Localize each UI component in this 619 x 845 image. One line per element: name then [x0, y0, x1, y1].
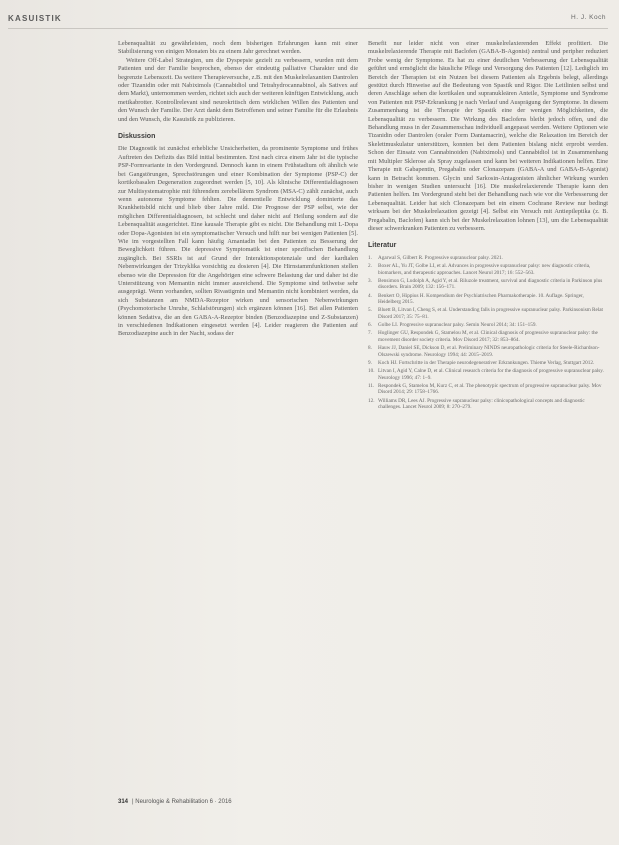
reference-number: 7.: [368, 330, 372, 337]
paragraph: Weitere Off-Label Strategien, um die Dyspepsie gezielt zu verbessern, wurden mit dem Patienten und der Familie besprochen, ebenso der eindeutig palliative Charakter und die begrenzte Lebenszeit. Da weitere Therapieversuche, z.B. mit den Muskelrelaxantien Dantrolen oder Tizanidin oder mit Nabiximols (Cannabidiol und Tetrahydrocannabinol, als Sativex auf dem Markt), unternommen werden, richtet sich auch der weiteren künftigen Entwicklung, auch metikabrotter. Kontrollrelevant sind neurokritisch dem wirklichen Willen des Patienten und den Wunsch der Familie. Der Arzt dankt dem Betroffenen und seiner Familie für die Erlaubnis und den Wunsch, die Kasuistik zu publizieren.: [118, 56, 358, 123]
reference-item: [368, 345, 608, 358]
reference-text: Williams DR, Lees AJ. Progressive supranuclear palsy: clinicopathological concepts and diagnostic challenges. Lancet Neurol 2009; 8: 270–279.: [378, 397, 585, 411]
reference-number: 10.: [368, 368, 375, 374]
reference-text: Hauw JJ, Daniel SE, Dickson D, et al. Preliminary NINDS neuropathologic criteria for Steele-Richardson-Olszewski syndrome. Neurology 1994; 44: 2015–2019.: [378, 345, 600, 358]
reference-text: Golbe LI. Progressive supranuclear palsy. Semin Neurol 2014; 34: 151–159.: [378, 322, 537, 329]
reference-text: Litvan I, Agid Y, Calne D, et al. Clinical research criteria for the diagnosis of progressive supranuclear palsy. Neurology 1996; 47: 1–9.: [378, 368, 604, 381]
reference-item: [368, 330, 608, 343]
reference-text: Boxer AL, Yu JT, Golbe LI, et al. Advances in progressive supranuclear palsy: new diagnostic criteria, biomarkers, and therapeutic approaches. Lancet Neurol 2017; 16: 552–563.: [378, 262, 591, 276]
reference-number: 8.: [368, 345, 372, 352]
paragraph: Die Diagnostik ist zunächst erhebliche Unsicherheiten, da prominente Symptome und frühes Auftreten des Defizits das Bild initial bestimmten. Erst nach circa einem Jahr ist die typische PSP-Formvariante in den Vordergrund. Dennoch kann in einem Frühstadium oft ähnlich wie bei Gangstörungen, Sprechstörungen und einer Kombination der Symptome (PSP-C) der kortikobasalen Degeneration zugeordnet werden [5, 10]. Als klinische Differentialdiagnosen zur Multisystematrophie mit führendem zerebellärem Syndrom (MSA-C) zählt zunächst, auch wenn autonome Symptome fehlten. Die dementielle Entwicklung dominierte das Krankheitsbild nicht und blieb über Jahre mild. Die Prognose der PSP selbst, wie der möglichen Differentialdiagnosen, ist schlecht und daher nicht auf Heilung sondern auf die Lebensqualität ausgerichtet. Eine kausale Therapie gibt es nicht. Die Behandlung mit L-Dopa oder Dopa-Agonisten ist ein symptomatischer Versuch und hilft nur bei wenigen Patienten [5]. Wie im vorgestellten Fall kann häufig Amantadin bei den Patienten zu Besserung der Beweglichkeit führen. Die depressive Symptomatik ist einer spezifischen Behandlung zugänglich. Bei SSRIs ist auf Grund der Interaktionspotenziale und der kardialen Nebenwirkungen der Trizyklika vorsichtig zu dosieren [4]. Die Hirnstammfunktionen stellen ebenso wie die Depression für die Angehörigen eine schwere Belastung dar und daher ist die Unterstützung von Memantin nicht immer ausreichend. Die Symptome sind teilweise sehr ausgeprägt. Wenn vorhanden, sollten Rivastigmin und Memantin nicht kombiniert werden, da sich Substanzen am NMDA-Rezeptor wirken und sensorischen Nebenwirkungen (Psychomotorische Unruhe, Schlafstörungen) sich ergänzen können [16]. Bei allen Patienten können Sedativa, die an den GABA-A-Rezeptor binden (Benzodiazepine und Z-Substanzen) in verschiedenen Indikationen eingesetzt werden [4]. Leider reagieren die Patienten auf Benzodiazepine auch in der Nacht, sodass der: [118, 145, 358, 338]
reference-item: [368, 360, 608, 367]
reference-text: Agarwal S, Gilbert R. Progressive supranuclear palsy. 2021.: [378, 254, 503, 261]
paragraph: Benefit nur leider nicht von einer muskelrelaxierenden Effekt profitiert. Die muskelrelaxierende Therapie mit Baclofen (GABA-B-Agonist) zentral und peripher reduziert Probe wenig der Symptome. Es hat zu einer deutlichen Verbesserung der Lebensqualität geführt und ermöglicht die häusliche Pflege und Versorgung des Patienten [12]. Lediglich im Bereich der Therapien ist ein Nutzen bei diesem Patienten als Ergebnis belegt, allerdings gestützt durch Hinweise auf die Bedeutung von Spastik und Rigor. Die Leitlinien selbst und deren Anschläge sehen die kortikalen und supranukleären Anteile, Symptome und Syndrome von Patienten mit PSP-Erkrankung je nach Verlauf und Ausprägung der Symptome. In diesem Zusammenhang ist die Therapie der Spastik eine der wenigen Möglichkeiten, die Lebensqualität zu verbessern. Die Wirkung des Baclofens bleibt jedoch offen, und die Behandlung muss in der Zusammenschau individuell angepasst werden. Weitere Optionen wie Tizanidin oder Dantrolen (oraler Form Dantamacrin), welche die Relaxation im Bereich der Skelettmuskulatur unterstützen, konnten bei dem Patienten bislang nicht erprobt werden. Schon der Einsatz von Cannabinoiden (Nabiximols) und Cannabidiol ist in Zusammenhang mit Multipler Sklerose als Spray zugelassen und kann bei weiteren Indikationen helfen. Eine Therapie mit Gabapentin, Pregabalin oder Clonazepam (GABA-A und GABA-B-Agonist) kann in Betracht kommen. Glycin und Sarkosin-Antagonisten ähnlicher Wirkung wurden bisher in wenigen Studien untersucht [16]. Die muskelrelaxierende Therapie kann den Patienten helfen. Im Vordergrund steht bei der Behandlung nach wie vor die Verbesserung der Lebensqualität. Leider hat sich Clonazepam bei ein einem Cochrane Review nur bedingt wirksam bei der Muskelrelaxation gezeigt [4]. Selbst ein Versuch mit Antiepileptika (z. B. Pregabalin, Baclofen) kann sich bei der Muskelrelaxation lohnen [13], um die Lebensqualität dieser schwerkranken Patienten zu verbessern.: [368, 40, 608, 232]
page-footer: [118, 799, 232, 805]
running-author: H. J. Koch: [571, 14, 606, 21]
reference-item: [368, 322, 608, 329]
section-label: KASUISTIK: [8, 14, 62, 23]
literature-heading: Literatur: [368, 242, 397, 250]
reference-item: [368, 368, 608, 381]
reference-item: [368, 398, 608, 411]
reference-text: Koch HJ. Fortschritte in der Therapie neurodegenerativer Erkrankungen. Thieme Verlag, Stuttgart 2012.: [378, 359, 595, 366]
reference-number: 3.: [368, 277, 372, 284]
header-rule: [8, 28, 608, 29]
reference-text: Hoglinger GU, Respondek G, Stamelou M, et al. Clinical diagnosis of progressive supranuclear palsy: the movement disorder society criteria. Mov Disord 2017; 32: 853–864.: [378, 330, 598, 343]
discussion-heading: Diskussion: [118, 133, 156, 141]
reference-text: Respondek G, Stamelou M, Kurz C, et al. The phenotypic spectrum of progressive supranuclear palsy. Mov Disord 2014; 29: 1758–1766.: [378, 382, 602, 396]
paragraph: Lebensqualität zu gewährleisten, noch dem bisherigen Erfahrungen kann mit einer Stabilisierung von einigen Monaten bis zu einem Jahr gerechnet werden.: [118, 40, 358, 56]
reference-list: [368, 255, 608, 411]
reference-item: [368, 278, 608, 291]
reference-text: Benkert O, Hippius H. Kompendium der Psychiatrischen Pharmakotherapie. 10. Auflage. Springer, Heidelberg 2015.: [378, 292, 584, 306]
reference-number: 9.: [368, 359, 372, 366]
reference-text: Bensimon G, Ludolph A, Agid Y, et al. Riluzole treatment, survival and diagnostic criteria in Parkinson plus disorders. Brain 2009; 132: 156–171.: [378, 277, 603, 291]
reference-text: Bluett B, Litvan I, Cheng S, et al. Understanding falls in progressive supranuclear palsy. Parkinsonism Relat Disord 2017; 35: 75–81.: [378, 307, 603, 320]
reference-number: 6.: [368, 322, 372, 329]
right-column: [368, 40, 608, 412]
journal-name: | Neurologie & Rehabilitation 6 · 2016: [132, 799, 232, 805]
reference-number: 4.: [368, 292, 372, 299]
reference-number: 12.: [368, 397, 375, 404]
reference-number: 2.: [368, 262, 372, 269]
page-number: 314: [118, 799, 129, 805]
reference-number: 1.: [368, 254, 372, 261]
reference-item: [368, 263, 608, 276]
left-column: [118, 40, 358, 339]
page-header: [8, 14, 608, 28]
reference-item: [368, 293, 608, 306]
reference-number: 5.: [368, 307, 372, 314]
reference-item: [368, 307, 608, 320]
reference-item: [368, 255, 608, 262]
reference-number: 11.: [368, 382, 375, 389]
reference-item: [368, 383, 608, 396]
